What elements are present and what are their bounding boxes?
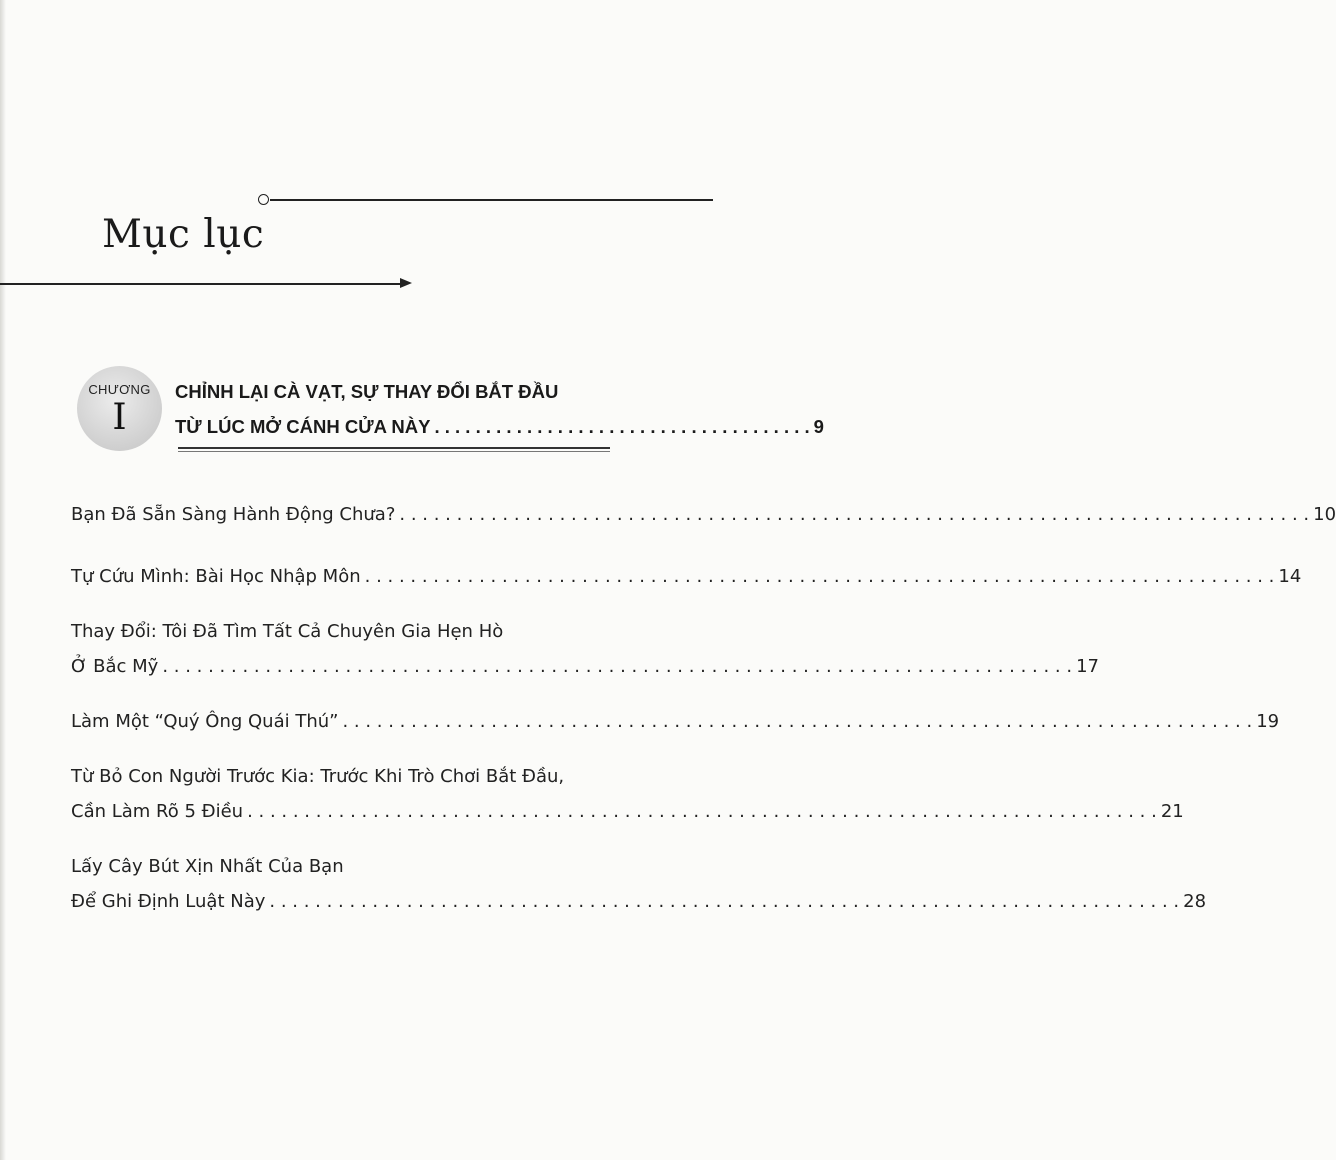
dot-leader: . . . . . . . . . . . . . . . . . . . . . . . . . . . . . . . . . . . . . . . . . . . . . . . . . . . . . . . . . . . . . . . . . . . . . . . . . . . . . . . . — [399, 504, 1310, 525]
arrow-right-icon — [400, 278, 412, 288]
dot-leader: . . . . . . . . . . . . . . . . . . . . . . . . . . . . . . . . . . . . . . . . . . . . . . . . . . . . . . . . . . . . . . . . . . . . . . . . . . . . . . . . — [162, 656, 1073, 677]
chapter-title-text-2: TỪ LÚC MỞ CÁNH CỬA NÀY — [175, 416, 431, 437]
toc-entry[interactable] — [71, 497, 1336, 532]
dot-leader: . . . . . . . . . . . . . . . . . . . . . . . . . . . . . . . . . . . . . . . . . . . . . . . . . . . . . . . . . . . . . . . . . . . . . . . . . . . . . . . . — [364, 566, 1275, 587]
toc-entry-title: Cần Làm Rõ 5 Điều — [71, 801, 244, 822]
top-rule-line — [270, 199, 713, 201]
toc-entry-title-line: Lấy Cây Bút Xịn Nhất Của Bạn — [71, 856, 344, 877]
dot-leader: . . . . . . . . . . . . . . . . . . . . . . . . . . . . . . . . . . . . . . . . . . . . . . . . . . . . . . . . . . . . . . . . . . . . . . . . . . . . . . . . — [247, 801, 1157, 822]
toc-entry-title: Làm Một “Quý Ông Quái Thú” — [71, 711, 339, 732]
toc-entry[interactable] — [71, 759, 1184, 829]
toc-entry-title: Ở Bắc Mỹ — [71, 656, 159, 677]
chapter-rule-thin — [178, 451, 610, 452]
chapter-double-rule — [178, 447, 610, 452]
dot-leader: . . . . . . . . . . . . . . . . . . . . . . . . . . . . . . . . . . . . . . . . . . . . . . . . . . . . . . . . . . . . . . . . . . . . . . . . . . . . . . . . — [269, 891, 1180, 912]
toc-entry-page-number: 21 — [1160, 801, 1184, 822]
toc-entry-page-number: 19 — [1256, 711, 1280, 732]
chapter-rule-thick — [178, 447, 610, 449]
toc-entry-title: Bạn Đã Sẵn Sàng Hành Động Chưa? — [71, 504, 396, 525]
toc-entry-title: Tự Cứu Mình: Bài Học Nhập Môn — [71, 566, 361, 587]
toc-entry[interactable] — [71, 559, 1302, 594]
toc-entry[interactable] — [71, 704, 1280, 739]
toc-entry-page-number: 28 — [1183, 891, 1207, 912]
toc-entry-title-line: Từ Bỏ Con Người Trước Kia: Trước Khi Trò Chơi Bắt Đầu, — [71, 766, 565, 787]
toc-entry-row — [71, 649, 1099, 684]
chapter-title-line-1 — [175, 374, 610, 409]
arrow-rule-line — [0, 283, 402, 285]
toc-entry-page-number: 10 — [1313, 504, 1336, 525]
toc-entry-row — [71, 704, 1280, 739]
chapter-badge — [77, 366, 162, 451]
top-decorative-rule — [258, 192, 713, 208]
chapter-label: CHƯƠNG — [88, 382, 151, 397]
toc-entry-row — [71, 497, 1336, 532]
toc-entry-page-number: 17 — [1076, 656, 1099, 677]
chapter-title-line-2 — [175, 409, 824, 444]
chapter-page-number: 9 — [813, 416, 824, 437]
toc-entry-title: Để Ghi Định Luật Này — [71, 891, 266, 912]
toc-entry[interactable] — [71, 849, 1207, 919]
circle-ornament-icon — [258, 194, 269, 205]
page-title: Mục lục — [102, 212, 265, 257]
toc-entry[interactable] — [71, 614, 1099, 684]
toc-entry-row — [71, 559, 1302, 594]
toc-entry-row — [71, 884, 1207, 919]
toc-entry-title-line: Thay Đổi: Tôi Đã Tìm Tất Cả Chuyên Gia Hẹn Hò — [71, 621, 504, 642]
chapter-title-text-1: CHỈNH LẠI CÀ VẠT, SỰ THAY ĐỔI BẮT ĐẦU — [175, 381, 559, 402]
arrow-decorative-rule — [0, 277, 412, 291]
dot-leader: . . . . . . . . . . . . . . . . . . . . . . . . . . . . . . . . . . . . . — [434, 416, 810, 437]
toc-entry-row — [71, 794, 1184, 829]
toc-entry-page-number: 14 — [1278, 566, 1302, 587]
page-edge-shadow — [0, 0, 6, 1160]
toc-list — [71, 497, 1336, 919]
dot-leader: . . . . . . . . . . . . . . . . . . . . . . . . . . . . . . . . . . . . . . . . . . . . . . . . . . . . . . . . . . . . . . . . . . . . . . . . . . . . . . . . — [342, 711, 1253, 732]
chapter-number: I — [112, 397, 127, 438]
chapter-heading[interactable] — [175, 374, 824, 444]
